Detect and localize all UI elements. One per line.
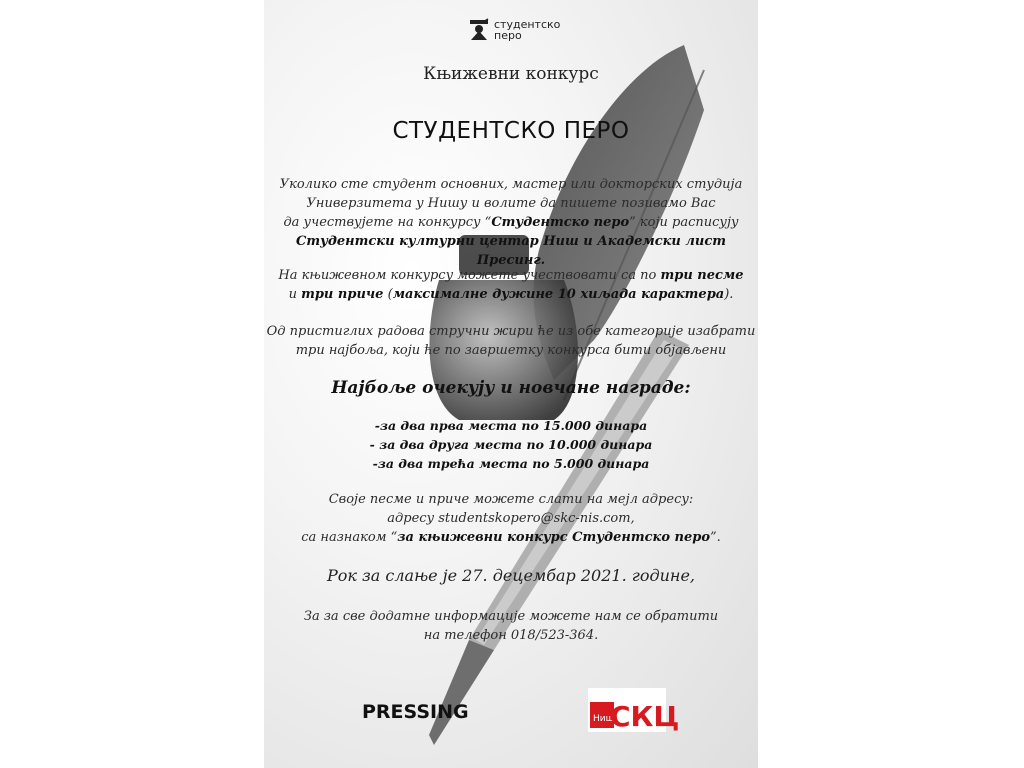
- intro-paragraph: [264, 175, 758, 270]
- contact-line-1: За за све додатне информације можете нам се обратити: [303, 609, 719, 624]
- prize-first: -за два прва места по 15.000 динара: [374, 418, 648, 433]
- studentsko-pero-logo: [468, 18, 560, 42]
- poster: [264, 0, 758, 768]
- skc-logo-text: СКЦ: [610, 700, 680, 733]
- intro-line-2: Универзитета у Нишу и волите да пишете позивамо Вас: [306, 196, 716, 211]
- prize-third: -за два трећа места по 5.000 динара: [372, 456, 650, 471]
- submission-line-1: Своје песме и приче можете слати на мејл адресу:: [328, 492, 694, 507]
- logo-text: [494, 19, 560, 41]
- skc-logo-city: Ниш: [593, 714, 614, 724]
- pressing-logo: [362, 696, 469, 724]
- title: СТУДЕНТСКО ПЕРО: [392, 118, 630, 144]
- pressing-logo-text: PRESSING: [362, 701, 469, 723]
- awards-heading: Најбоље очекују и новчане награде:: [331, 378, 691, 398]
- contact-paragraph: [264, 607, 758, 645]
- contest-name: Студентско перо: [491, 215, 630, 230]
- logo-line-1: студентско: [494, 18, 561, 31]
- logo-line-2: перо: [494, 29, 522, 42]
- participation-paragraph: [264, 266, 758, 304]
- subtitle: Књижевни конкурс: [423, 64, 599, 84]
- submission-line-3: са назнаком “за књижевни конкурс Студентско перо”.: [301, 530, 721, 545]
- skc-logo: [588, 688, 680, 733]
- contact-phone-line: на телефон 018/523-364.: [423, 628, 599, 643]
- jury-line-2: три најбоља, који ће по завршетку конкурса бити објављени: [295, 343, 727, 358]
- submission-email-line: адресу studentskopero@skc-nis.com,: [387, 511, 635, 526]
- quill-person-icon: [468, 18, 490, 42]
- deadline: Рок за слање је 27. децембар 2021. године,: [326, 566, 695, 585]
- prize-second: - за два друга места по 10.000 динара: [369, 437, 653, 452]
- intro-line-3: да учествујете на конкурсу “Студентско перо” који расписују: [283, 215, 739, 230]
- jury-line-1: Од пристиглих радова стручни жири ће из обе категорије изабрати: [266, 324, 756, 339]
- intro-line-1: Уколико сте студент основних, мастер или докторских студија: [279, 177, 743, 192]
- submission-paragraph: [264, 490, 758, 547]
- jury-paragraph: [264, 322, 758, 360]
- participation-line-1: На књижевном конкурсу можете учествовати са по три песме: [278, 268, 744, 283]
- participation-line-2: и три приче (максималне дужине 10 хиљада карактера).: [288, 287, 734, 302]
- intro-line-4: Студентски културни центар Ниш и Академски лист Пресинг.: [295, 234, 727, 268]
